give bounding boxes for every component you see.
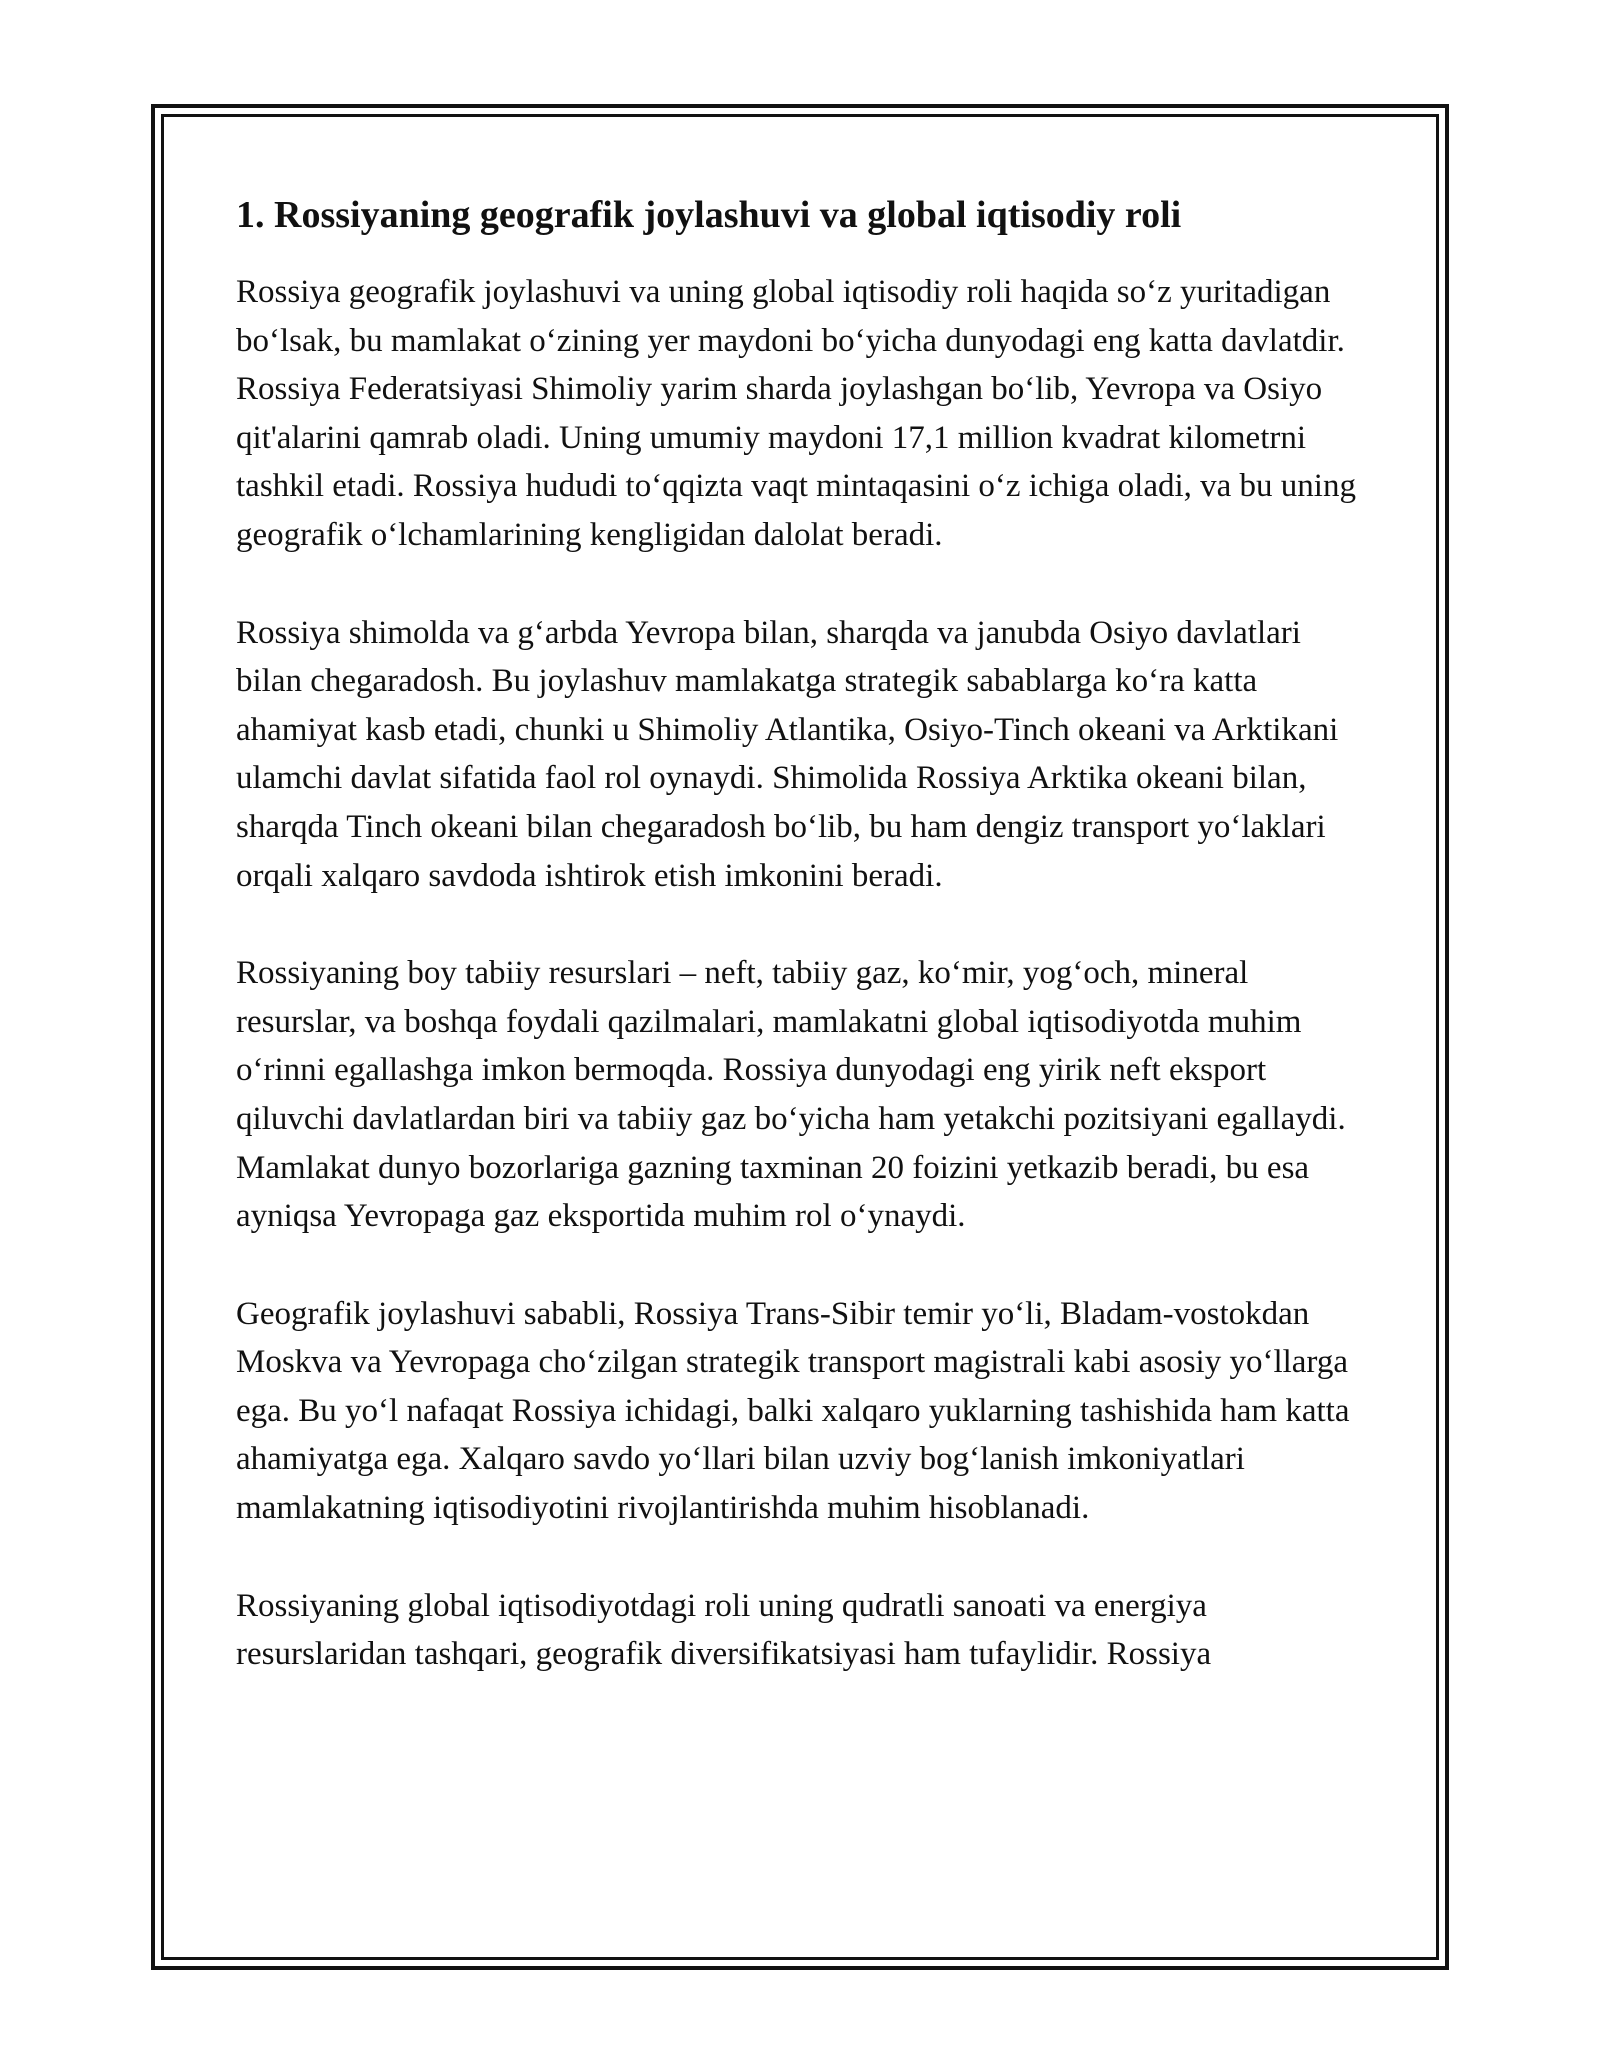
document-body xyxy=(236,190,1366,1728)
paragraph-3: Rossiyaning boy tabiiy resurslari – neft, tabiiy gaz, ko‘mir, yog‘och, mineral resurslar, va boshqa foydali qazilmalari, mamlakatni global iqtisodiyotda muhim o‘rinni egallashga imkon bermoqda. Rossiya dunyodagi eng yirik neft eksport qiluvchi davlatlardan biri va tabiiy gaz bo‘yicha ham yetakchi pozitsiyani egallaydi. Mamlakat dunyo bozorlariga gazning taxminan 20 foizini yetkazib beradi, bu esa ayniqsa Yevropaga gaz eksportida muhim rol o‘ynaydi. xyxy=(236,955,1346,1235)
paragraph-5: Rossiyaning global iqtisodiyotdagi roli uning qudratli sanoati va energiya resurslaridan tashqari, geografik diversifikatsiyasi ham tufaylidir. Rossiya xyxy=(236,1587,1212,1673)
section-heading: 1. Rossiyaning geografik joylashuvi va global iqtisodiy roli xyxy=(236,194,1182,236)
paragraph-4: Geografik joylashuvi sababli, Rossiya Trans-Sibir temir yo‘li, Bladam-vostokdan Moskva va Yevropaga cho‘zilgan strategik transport magistrali kabi asosiy yo‘llarga ega. Bu yo‘l nafaqat Rossiya ichidagi, balki xalqaro yuklarning tashishida ham katta ahamiyatga ega. Xalqaro savdo yo‘llari bilan uzviy bog‘lanish imkoniyatlari mamlakatning iqtisodiyotini rivojlantirishda muhim hisoblanadi. xyxy=(236,1295,1350,1527)
paragraph-1: Rossiya geografik joylashuvi va uning global iqtisodiy roli haqida so‘z yuritadigan bo‘lsak, bu mamlakat o‘zining yer maydoni bo‘yicha dunyodagi eng katta davlatdir. Rossiya Federatsiyasi Shimoliy yarim sharda joylashgan bo‘lib, Yevropa va Osiyo qit'alarini qamrab oladi. Uning umumiy maydoni 17,1 million kvadrat kilometrni tashkil etadi. Rossiya hududi to‘qqizta vaqt mintaqasini o‘z ichiga oladi, va bu uning geografik o‘lchamlarining kengligidan dalolat beradi. xyxy=(236,274,1356,553)
paragraph-2: Rossiya shimolda va g‘arbda Yevropa bilan, sharqda va janubda Osiyo davlatlari bilan chegaradosh. Bu joylashuv mamlakatga strategik sabablarga ko‘ra katta ahamiyat kasb etadi, chunki u Shimoliy Atlantika, Osiyo-Tinch okeani va Arktikani ulamchi davlat sifatida faol rol oynaydi. Shimolida Rossiya Arktika okeani bilan, sharqda Tinch okeani bilan chegaradosh bo‘lib, bu ham dengiz transport yo‘laklari orqali xalqaro savdoda ishtirok etish imkonini beradi. xyxy=(236,614,1339,894)
